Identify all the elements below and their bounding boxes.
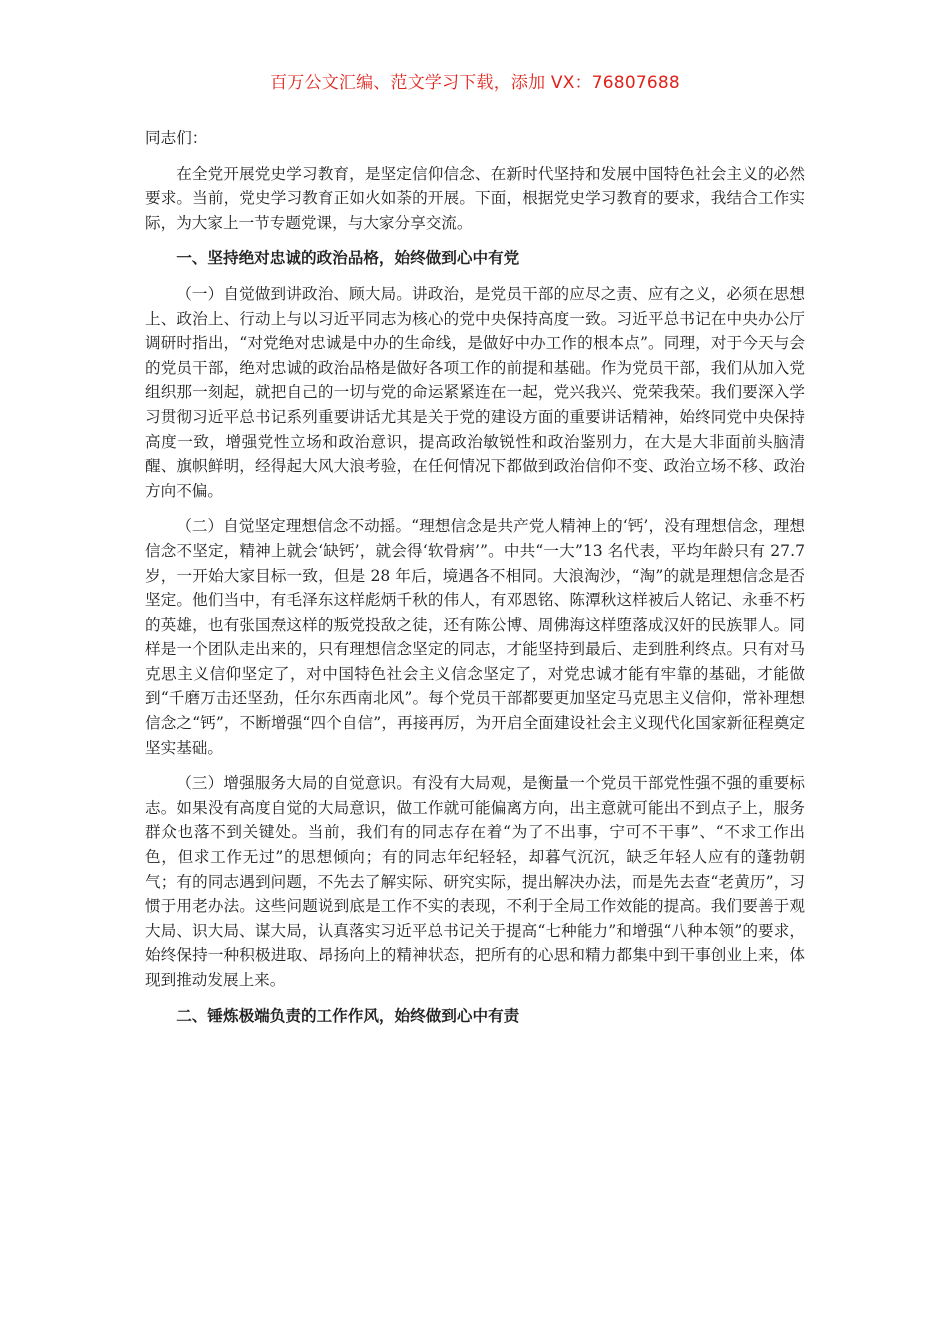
header-banner: 百万公文汇编、范文学习下载，添加 VX：76807688 bbox=[270, 73, 680, 93]
section-1-paragraph-1: （一）自觉做到讲政治、顾大局。讲政治，是党员干部的应尽之责、应有之义，必须在思想上、政治上、行动上与以习近平同志为核心的党中央保持高度一致。习近平总书记在中央办公厅调研时指出，“对党绝对忠诚是中办的生命线，是做好中办工作的根本点”。同理，对于今天与会的党员干部，绝对忠诚的政治品格是做好各项工作的前提和基础。作为党员干部，我们从加入党组织那一刻起，就把自己的一切与党的命运紧紧连在一起，党兴我兴、党荣我荣。我们要深入学习贯彻习近平总书记系列重要讲话尤其是关于党的建设方面的重要讲话精神，始终同党中央保持高度一致，增强党性立场和政治意识，提高政治敏锐性和政治鉴别力，在大是大非面前头脑清醒、旗帜鲜明，经得起大风大浪考验，在任何情况下都做到政治信仰不变、政治立场不移、政治方向不偏。 bbox=[145, 284, 805, 500]
document-body bbox=[145, 126, 805, 1039]
section-1-paragraph-3: （三）增强服务大局的自觉意识。有没有大局观，是衡量一个党员干部党性强不强的重要标志。如果没有高度自觉的大局意识，做工作就可能偏离方向，出主意就可能出不到点子上，服务群众也落不到关键处。当前，我们有的同志存在着“为了不出事，宁可不干事”、“不求工作出色，但求工作无过”的思想倾向；有的同志年纪轻轻，却暮气沉沉，缺乏年轻人应有的蓬勃朝气；有的同志遇到问题，不先去了解实际、研究实际，提出解决办法，而是先去查“老黄历”，习惯于用老办法。这些问题说到底是工作不实的表现，不利于全局工作效能的提高。我们要善于观大局、识大局、谋大局，认真落实习近平总书记关于提高“七种能力”和增强“八种本领”的要求，始终保持一种积极进取、昂扬向上的精神状态，把所有的心思和精力都集中到干事创业上来，体现到推动发展上来。 bbox=[145, 774, 805, 989]
intro-paragraph: 在全党开展党史学习教育，是坚定信仰信念、在新时代坚持和发展中国特色社会主义的必然要求。当前，党史学习教育正如火如荼的开展。下面，根据党史学习教育的要求，我结合工作实际，为大家上一节专题党课，与大家分享交流。 bbox=[145, 164, 805, 232]
section-1-heading: 一、坚持绝对忠诚的政治品格，始终做到心中有党 bbox=[176, 249, 520, 268]
section-2-heading: 二、锤炼极端负责的工作作风，始终做到心中有责 bbox=[176, 1006, 520, 1025]
salutation: 同志们： bbox=[145, 129, 208, 147]
section-1-paragraph-2: （二）自觉坚定理想信念不动摇。“理想信念是共产党人精神上的‘钙’，没有理想信念，理想信念不坚定，精神上就会‘缺钙’，就会得‘软骨病’”。中共“一大”13 名代表，平均年龄只有 27.7 岁，一开始大家目标一致，但是 28 年后，境遇各不相同。大浪淘沙，“淘”的就是理想信念是否坚定。他们当中，有毛泽东这样彪炳千秋的伟人，有邓恩铭、陈潭秋这样被后人铭记、永垂不朽的英雄，也有张国焘这样的叛党投敌之徒，还有陈公博、周佛海这样堕落成汉奸的民族罪人。同样是一个团队走出来的，只有理想信念坚定的同志，才能坚持到最后、走到胜利终点。只有对马克思主义信仰坚定了，对中国特色社会主义信念坚定了，对党忠诚才能有牢靠的基础，才能做到“千磨万击还坚劲，任尔东西南北风”。每个党员干部都要更加坚定马克思主义信仰，常补理想信念之“钙”，不断增强“四个自信”，再接再厉，为开启全面建设社会主义现代化国家新征程奠定坚实基础。 bbox=[145, 517, 805, 757]
